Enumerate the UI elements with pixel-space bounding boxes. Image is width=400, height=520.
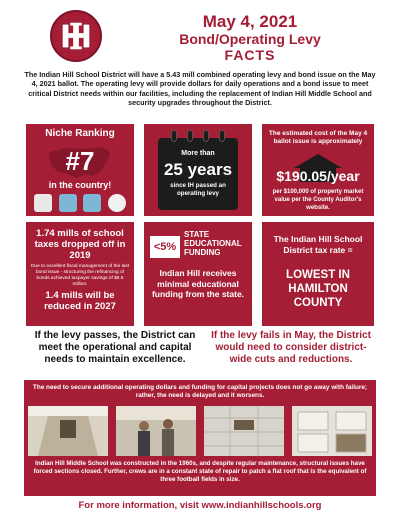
calendar-icon — [158, 138, 238, 210]
tax-rate-tile — [262, 222, 374, 326]
funding-percent-badge: <5% — [150, 236, 180, 258]
mills-tile — [26, 222, 134, 326]
middle-school-panel — [24, 380, 376, 496]
award-badge-icon — [59, 194, 77, 212]
calendar-rings — [166, 130, 230, 142]
cost-tile — [262, 124, 374, 216]
mills-dropped: 1.74 mills of school taxes dropped off in 2019 — [34, 228, 126, 261]
photo-strip — [28, 406, 372, 456]
years-line1: More than — [181, 150, 215, 157]
ih-logo-icon — [50, 10, 102, 62]
niche-title: Niche Ranking — [45, 128, 115, 139]
tax-rate-intro: The Indian Hill School District tax rate = — [273, 234, 363, 255]
state-funding-description: Indian Hill receives minimal educational funding from the state. — [151, 268, 245, 299]
cost-detail: per $100,000 of property market value per the County Auditor's website. — [272, 189, 364, 211]
intro-paragraph: The Indian Hill School District will have a 5.43 mill combined operating levy and bond issue on the May 4, 2021 ballot. The operating levy will provide dollars for daily operations and a bond issue to meet critical District needs within our facilities, including the replacement of Indian Hill Middle School and security upgrades throughout the District. — [24, 70, 376, 108]
calendar-ring-icon — [203, 130, 209, 142]
ih-monogram-icon — [57, 17, 95, 55]
award-badges — [34, 194, 126, 212]
cost-amount: $190.05/year — [276, 168, 360, 184]
state-funding-tile — [144, 222, 252, 326]
title-block — [130, 12, 370, 63]
cost-intro: The estimated cost of the May 4 ballot issue is approximately — [268, 130, 368, 145]
middle-school-description: Indian Hill Middle School was constructed in the 1960s, and despite regular maintenance, structural issues have forced sections closed. Further, crews are in a constant state of repair to patch a flat roof that is the equivalent of three football fields in size. — [33, 460, 367, 483]
niche-rank-number: #7 — [65, 146, 95, 176]
award-badge-icon — [34, 194, 52, 212]
page-subtitle: FACTS — [224, 47, 276, 63]
hallway-photo — [28, 406, 108, 456]
mills-note: Due to excellent fiscal management of the last bond issue - structuring the refinancing of bonds achieved taxpayer savings of $8.5 million. — [30, 264, 130, 287]
levy-fails-statement: If the levy fails in May, the District would need to consider district-wide cuts and reductions. — [211, 330, 371, 365]
election-date: May 4, 2021 — [202, 12, 298, 31]
award-badge-icon — [108, 194, 126, 212]
page-title: Bond/Operating Levy — [179, 31, 321, 47]
levy-passes-statement: If the levy passes, the District can meet the operational and capital needs to maintain excellence. — [34, 330, 196, 365]
calendar-ring-icon — [219, 130, 225, 142]
award-badge-icon — [83, 194, 101, 212]
roof-tiles-photo — [292, 406, 372, 456]
ceiling-damage-photo — [204, 406, 284, 456]
years-line3: since IH passed an operating levy — [170, 182, 226, 197]
niche-ranking-tile — [26, 124, 134, 216]
years-tile — [144, 124, 252, 216]
years-value: 25 years — [163, 160, 233, 179]
more-info-link[interactable]: For more information, visit www.indianhillschools.org — [78, 500, 322, 511]
niche-subtitle: in the country! — [48, 180, 112, 190]
state-funding-label: STATE EDUCATIONAL FUNDING — [184, 230, 242, 257]
calendar-ring-icon — [171, 130, 177, 142]
tax-rate-value: LOWEST IN HAMILTON COUNTY — [286, 269, 350, 309]
calendar-ring-icon — [187, 130, 193, 142]
need-headline: The need to secure additional operating dollars and funding for capital projects does not go away with failure; rather, the need is delayed and it worsens. — [32, 384, 368, 399]
mills-reduced: 1.4 mills will be reduced in 2027 — [44, 290, 116, 312]
header — [20, 8, 380, 66]
flyer-page — [20, 8, 380, 516]
people-inspecting-photo — [116, 406, 196, 456]
